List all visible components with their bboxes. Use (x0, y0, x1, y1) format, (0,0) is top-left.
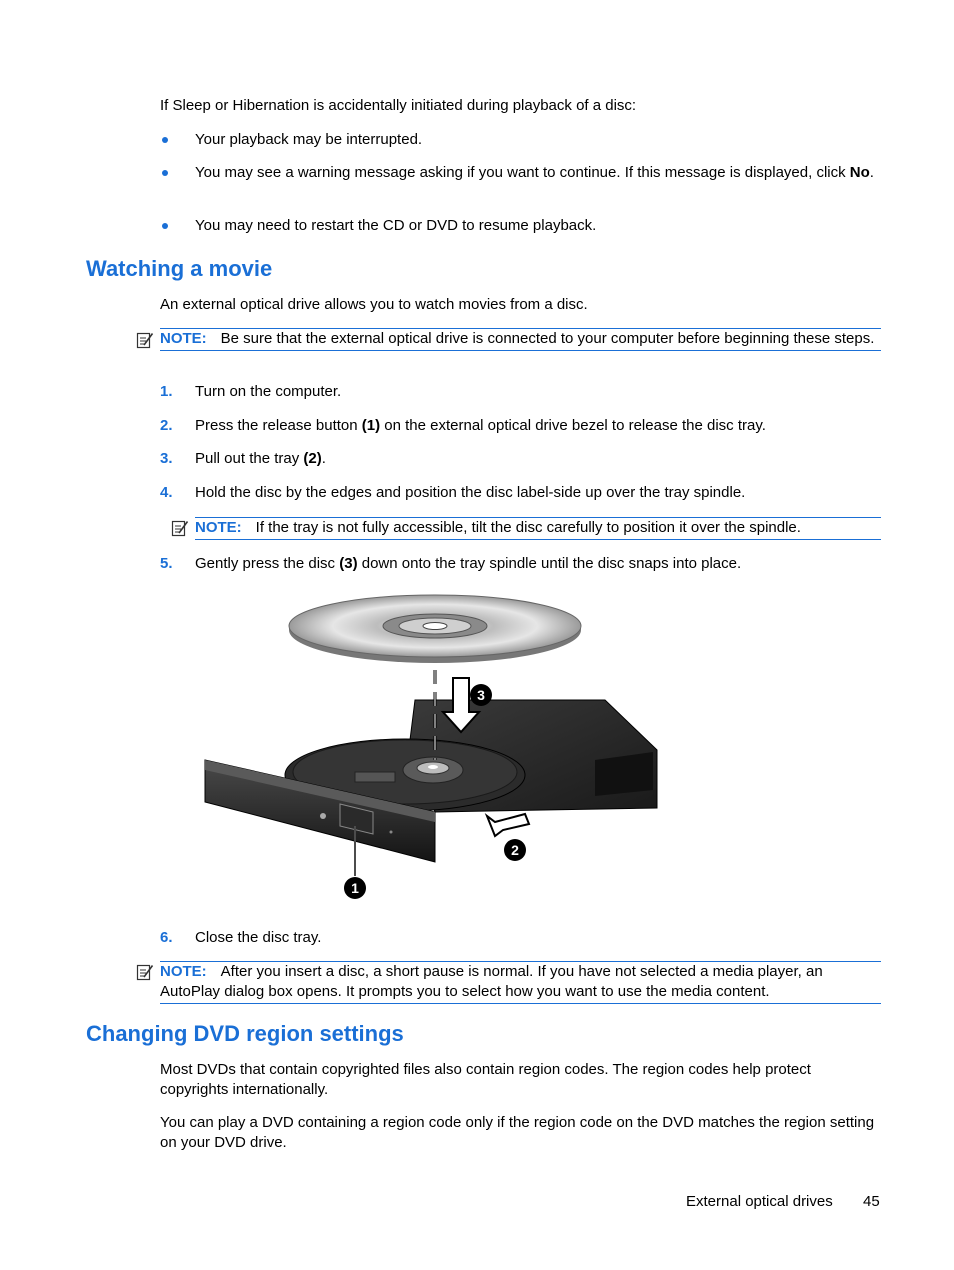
note-label: NOTE: (195, 519, 242, 536)
step-text: Hold the disc by the edges and position the disc label-side up over the tray spindle. (195, 484, 746, 501)
optical-drive-illustration (195, 590, 665, 910)
step-text: Close the disc tray. (195, 929, 322, 946)
bullet-icon (162, 223, 168, 229)
step-text (195, 554, 885, 574)
step-number: 2. (160, 417, 173, 434)
step-text-part: Gently press the disc (195, 555, 340, 572)
arrow-left-icon (487, 814, 529, 836)
paragraph: You can play a DVD containing a region code only if the region code on the DVD matches the region setting on your DVD drive. (160, 1114, 875, 1151)
svg-text:2: 2 (511, 842, 519, 858)
step-text-part: down onto the tray spindle until the disc snaps into place. (357, 555, 742, 572)
bullet-item: You may need to restart the CD or DVD to resume playback. (195, 217, 597, 234)
note-icon (171, 519, 189, 537)
note-icon (136, 963, 154, 981)
paragraph: Most DVDs that contain copyrighted files also contain region codes. The region codes help protect copyrights internationally. (160, 1061, 811, 1098)
step-text-bold: (1) (361, 417, 381, 434)
callout-2 (504, 839, 526, 861)
footer-section-title: External optical drives (686, 1193, 833, 1210)
section-heading: Changing DVD region settings (86, 1021, 404, 1046)
intro-text: If Sleep or Hibernation is accidentally initiated during playback of a disc: (160, 97, 637, 114)
page-number: 45 (863, 1193, 880, 1210)
bullet-item: You may see a warning message asking if you want to continue. If this message is displayed, click No. (195, 164, 874, 181)
step-number: 6. (160, 929, 173, 946)
step-text-part: Press the release button (195, 417, 362, 434)
note-label: NOTE: (160, 963, 207, 980)
step-number: 1. (160, 383, 173, 400)
note-box (195, 517, 881, 540)
step-number: 3. (160, 450, 173, 467)
bullet-item: Your playback may be interrupted. (195, 131, 423, 148)
step-text-part: Pull out the tray (195, 450, 304, 467)
step-text-bold: (3) (339, 555, 358, 572)
note-label: NOTE: (160, 330, 207, 347)
svg-text:3: 3 (477, 687, 485, 703)
section-intro: An external optical drive allows you to watch movies from a disc. (160, 296, 588, 313)
bullet-icon (162, 170, 168, 176)
bullet-item-bold: No (849, 164, 870, 181)
callout-3 (470, 684, 492, 706)
note-box (160, 961, 881, 1004)
disc (289, 595, 581, 663)
section-heading: Watching a movie (86, 256, 273, 281)
note-text: After you insert a disc, a short pause is normal. If you have not selected a media player, an AutoPlay dialog box opens. It prompts you to select how you want to use the media content. (160, 963, 823, 1000)
bullet-item-text: You may see a warning message asking if you want to continue. If this message is displayed, click (195, 164, 846, 181)
note-icon (136, 331, 154, 349)
step-text (195, 416, 885, 436)
note-text: If the tray is not fully accessible, tilt the disc carefully to position it over the spindle. (255, 519, 801, 536)
step-number: 5. (160, 555, 173, 572)
bullet-icon (162, 137, 168, 143)
step-text: Turn on the computer. (195, 383, 342, 400)
step-text-part: . (321, 450, 326, 467)
step-text-bold: (2) (303, 450, 322, 467)
note-box (160, 328, 881, 351)
step-text (195, 449, 885, 469)
svg-text:1: 1 (351, 880, 359, 896)
step-number: 4. (160, 484, 173, 501)
callout-1 (344, 877, 366, 899)
note-text: Be sure that the external optical drive is connected to your computer before beginning these steps. (220, 330, 875, 347)
step-text-part: on the external optical drive bezel to release the disc tray. (380, 417, 766, 434)
